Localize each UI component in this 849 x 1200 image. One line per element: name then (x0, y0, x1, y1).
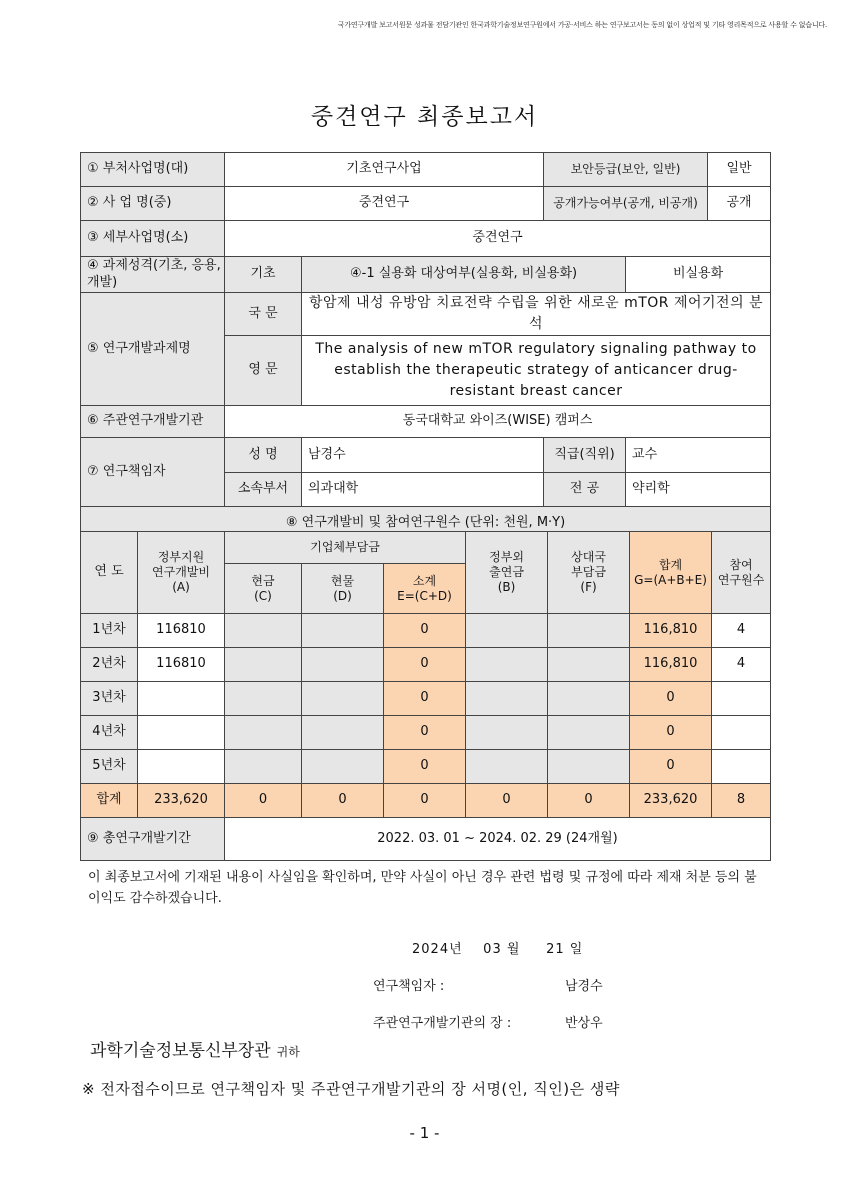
inkind-cell (302, 682, 384, 716)
year-header: 연 도 (81, 532, 138, 614)
ministry-program-label: ① 부처사업명(대) (81, 153, 225, 187)
researchers-cell (712, 716, 771, 750)
project-title-label: ⑤ 연구개발과제명 (81, 293, 225, 406)
pi-name-value: 남경수 (302, 438, 544, 473)
year-cell: 5년차 (81, 750, 138, 784)
usage-notice: 국가연구개발 보고서원문 성과물 전담기관인 한국과학기술정보연구원에서 가공·서비스 하는 연구보고서는 동의 없이 상업적 및 기타 영리목적으로 사용할 수 없습니다. (337, 21, 827, 29)
recipient-suffix: 귀하 (276, 1045, 300, 1059)
commercialization-label: ④-1 실용화 대상여부(실용화, 비실용화) (302, 257, 626, 293)
pi-dept-label: 소속부서 (225, 473, 302, 507)
year-cell: 4년차 (81, 716, 138, 750)
pi-label: ⑦ 연구책임자 (81, 438, 225, 507)
disclosure-value: 공개 (708, 187, 771, 221)
total-header: 합계 G=(A+B+E) (630, 532, 712, 614)
sum-partner-cell: 0 (548, 784, 630, 818)
pi-signature-name: 남경수 (565, 979, 603, 994)
sum-researchers-cell: 8 (712, 784, 771, 818)
researchers-header: 참여 연구원수 (712, 532, 771, 614)
total-cell: 116,810 (630, 614, 712, 648)
page-title: 중견연구 최종보고서 (310, 104, 539, 130)
total-cell: 0 (630, 682, 712, 716)
report-date: 2024년 03 월 21 일 (412, 942, 584, 957)
cash-cell (225, 682, 302, 716)
row-pi-name (81, 438, 771, 473)
researchers-cell: 4 (712, 614, 771, 648)
budget-table (80, 531, 771, 818)
researchers-cell (712, 750, 771, 784)
head-signature-label: 주관연구개발기관의 장 : (373, 1016, 512, 1031)
pi-major-value: 약리학 (626, 473, 771, 507)
inkind-header: 현물 (D) (302, 564, 384, 614)
subtotal-cell: 0 (384, 716, 466, 750)
commercialization-value: 비실용화 (626, 257, 771, 293)
cash-cell (225, 750, 302, 784)
total-cell: 116,810 (630, 648, 712, 682)
cash-cell (225, 648, 302, 682)
sum-cash-cell: 0 (225, 784, 302, 818)
nongov-fund-header: 정부외 출연금 (B) (466, 532, 548, 614)
cash-cell (225, 614, 302, 648)
pi-position-value: 교수 (626, 438, 771, 473)
nongov-cell (466, 750, 548, 784)
subprogram-value: 중견연구 (225, 221, 771, 257)
budget-header-row-1 (81, 532, 771, 564)
researchers-cell (712, 682, 771, 716)
year-cell: 3년차 (81, 682, 138, 716)
recipient (90, 1036, 300, 1061)
gov-cell (138, 750, 225, 784)
korean-title-value: 항암제 내성 유방암 치료전략 수립을 위한 새로운 mTOR 제어기전의 분석 (302, 293, 771, 336)
total-cell: 0 (630, 750, 712, 784)
pi-major-label: 전 공 (544, 473, 626, 507)
sum-subtotal-cell: 0 (384, 784, 466, 818)
sum-nongov-cell: 0 (466, 784, 548, 818)
security-level-value: 일반 (708, 153, 771, 187)
subtotal-header: 소계 E=(C+D) (384, 564, 466, 614)
total-cell: 0 (630, 716, 712, 750)
sum-total-cell: 233,620 (630, 784, 712, 818)
security-level-label: 보안등급(보안, 일반) (544, 153, 708, 187)
inkind-cell (302, 614, 384, 648)
gov-cell: 116810 (138, 648, 225, 682)
subtotal-cell: 0 (384, 614, 466, 648)
footnote: ※ 전자접수이므로 연구책임자 및 주관연구개발기관의 장 서명(인, 직인)은 생략 (82, 1080, 620, 1098)
cash-header: 현금 (C) (225, 564, 302, 614)
row-project-nature (81, 257, 771, 293)
partner-cell (548, 682, 630, 716)
page-number: - 1 - (409, 1124, 440, 1142)
year-cell: 1년차 (81, 614, 138, 648)
english-title-value: The analysis of new mTOR regulatory signaling pathway to establish the therapeutic strategy of anticancer drug-resistant breast cancer (302, 336, 771, 406)
year-cell: 2년차 (81, 648, 138, 682)
partner-cell (548, 648, 630, 682)
english-title-label: 영 문 (225, 336, 302, 406)
row-subprogram (81, 221, 771, 257)
report-table (80, 152, 771, 541)
disclosure-label: 공개가능여부(공개, 비공개) (544, 187, 708, 221)
budget-row (81, 614, 771, 648)
gov-cell: 116810 (138, 614, 225, 648)
period-value: 2022. 03. 01 ~ 2024. 02. 29 (24개월) (225, 818, 771, 861)
ministry-program-value: 기초연구사업 (225, 153, 544, 187)
nongov-cell (466, 682, 548, 716)
partner-cell (548, 716, 630, 750)
row-title-korean (81, 293, 771, 336)
pi-dept-value: 의과대학 (302, 473, 544, 507)
project-nature-value: 기초 (225, 257, 302, 293)
recipient-name: 과학기술정보통신부장관 (90, 1041, 271, 1061)
partner-share-header: 상대국 부담금 (F) (548, 532, 630, 614)
host-institution-value: 동국대학교 와이즈(WISE) 캠퍼스 (225, 406, 771, 438)
period-table (80, 817, 771, 861)
partner-cell (548, 614, 630, 648)
company-share-header: 기업체부담금 (225, 532, 466, 564)
project-nature-label: ④ 과제성격(기초, 응용, 개발) (81, 257, 225, 293)
sum-gov-cell: 233,620 (138, 784, 225, 818)
subtotal-cell: 0 (384, 648, 466, 682)
nongov-cell (466, 716, 548, 750)
program-name-label: ② 사 업 명(중) (81, 187, 225, 221)
row-program-name (81, 187, 771, 221)
nongov-cell (466, 614, 548, 648)
budget-row (81, 750, 771, 784)
sum-inkind-cell: 0 (302, 784, 384, 818)
head-signature-name: 반상우 (565, 1016, 603, 1031)
sum-year-cell: 합계 (81, 784, 138, 818)
host-institution-label: ⑥ 주관연구개발기관 (81, 406, 225, 438)
nongov-cell (466, 648, 548, 682)
period-label: ⑨ 총연구개발기간 (81, 818, 225, 861)
budget-row (81, 682, 771, 716)
budget-row (81, 648, 771, 682)
researchers-cell: 4 (712, 648, 771, 682)
row-ministry-program (81, 153, 771, 187)
program-name-value: 중견연구 (225, 187, 544, 221)
subtotal-cell: 0 (384, 682, 466, 716)
cash-cell (225, 716, 302, 750)
subprogram-label: ③ 세부사업명(소) (81, 221, 225, 257)
pi-name-label: 성 명 (225, 438, 302, 473)
budget-sum-row (81, 784, 771, 818)
row-host-institution (81, 406, 771, 438)
korean-title-label: 국 문 (225, 293, 302, 336)
pi-signature-label: 연구책임자 : (373, 979, 445, 994)
gov-cell (138, 682, 225, 716)
gov-cell (138, 716, 225, 750)
budget-title: ⑧ 연구개발비 및 참여연구원수 (단위: 천원, M·Y) (81, 507, 771, 541)
inkind-cell (302, 648, 384, 682)
inkind-cell (302, 716, 384, 750)
row-period (81, 818, 771, 861)
gov-fund-header: 정부지원 연구개발비 (A) (138, 532, 225, 614)
budget-row (81, 716, 771, 750)
inkind-cell (302, 750, 384, 784)
subtotal-cell: 0 (384, 750, 466, 784)
confirmation-statement: 이 최종보고서에 기재된 내용이 사실임을 확인하며, 만약 사실이 아닌 경우 관련 법령 및 규정에 따라 제재 처분 등의 불이익도 감수하겠습니다. (88, 870, 757, 906)
partner-cell (548, 750, 630, 784)
pi-position-label: 직급(직위) (544, 438, 626, 473)
